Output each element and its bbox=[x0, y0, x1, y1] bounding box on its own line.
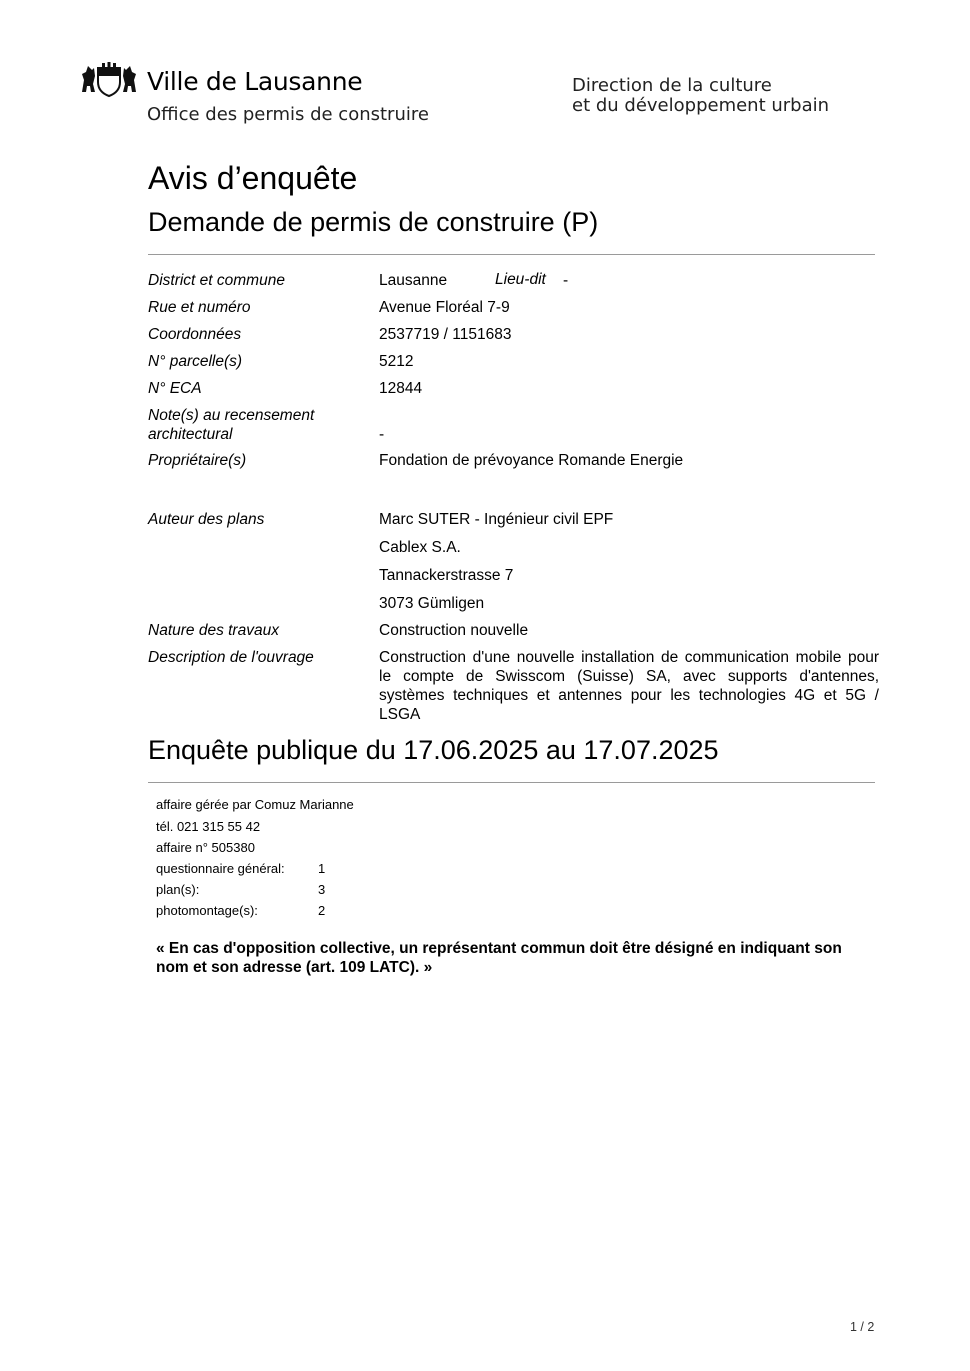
office-name: Office des permis de construire bbox=[147, 104, 429, 125]
eca-label: N° ECA bbox=[148, 380, 202, 397]
description-value: Construction d'une nouvelle installation de communication mobile pour le compte de Swisscom (Suisse) SA, avec supports d'antennes, systèmes techniques et antennes pour les technologies 4G et 5G / LSGA bbox=[379, 649, 879, 723]
owner-value: Fondation de prévoyance Romande Energie bbox=[379, 452, 684, 469]
author-label: Auteur des plans bbox=[148, 511, 265, 528]
lieudit-value: - bbox=[563, 272, 569, 289]
district-value: Lausanne bbox=[379, 272, 448, 289]
attachment-label: questionnaire général: bbox=[156, 861, 285, 876]
enquete-dates: Enquête publique du 17.06.2025 au 17.07.2025 bbox=[148, 735, 719, 765]
direction-line-2: et du développement urbain bbox=[572, 95, 830, 116]
phone: tél. 021 315 55 42 bbox=[156, 819, 261, 834]
title-divider bbox=[148, 254, 875, 255]
nature-value: Construction nouvelle bbox=[379, 622, 529, 639]
case-number: affaire n° 505380 bbox=[156, 840, 255, 855]
eca-value: 12844 bbox=[379, 380, 423, 397]
author-line: Marc SUTER - Ingénieur civil EPF bbox=[379, 511, 614, 528]
coords-label: Coordonnées bbox=[148, 326, 242, 343]
note-label-line-1: Note(s) au recensement bbox=[148, 407, 315, 424]
author-line: Tannackerstrasse 7 bbox=[379, 567, 514, 584]
attachment-count: 2 bbox=[318, 903, 326, 918]
opposition-notice: « En cas d'opposition collective, un représentant commun doit être désigné en indiquant son nom et son adresse (art. 109 LATC). » bbox=[156, 940, 842, 976]
attachment-label: plan(s): bbox=[156, 882, 200, 897]
parcel-label: N° parcelle(s) bbox=[148, 353, 243, 370]
district-label: District et commune bbox=[148, 272, 285, 289]
city-name: Ville de Lausanne bbox=[147, 67, 363, 96]
description-label: Description de l'ouvrage bbox=[148, 649, 314, 666]
note-label bbox=[148, 406, 314, 444]
attachment-count: 3 bbox=[318, 882, 326, 897]
managed-by: affaire gérée par Comuz Marianne bbox=[156, 797, 354, 812]
author-line: 3073 Gümligen bbox=[379, 595, 485, 612]
lausanne-crest-logo bbox=[80, 62, 138, 98]
direction-line-1: Direction de la culture bbox=[572, 75, 772, 96]
lieudit-label: Lieu-dit bbox=[495, 271, 546, 288]
enquete-divider bbox=[148, 782, 875, 783]
direction-name bbox=[572, 76, 829, 116]
attachment-count: 1 bbox=[318, 861, 326, 876]
page-number: 1 / 2 bbox=[850, 1320, 875, 1334]
page-title: Avis d’enquête bbox=[148, 160, 358, 196]
author-line: Cablex S.A. bbox=[379, 539, 461, 556]
owner-label: Propriétaire(s) bbox=[148, 452, 247, 469]
note-label-line-2: architectural bbox=[148, 426, 233, 443]
note-value: - bbox=[379, 426, 385, 443]
page-subtitle: Demande de permis de construire (P) bbox=[148, 207, 599, 237]
street-value: Avenue Floréal 7-9 bbox=[379, 299, 510, 316]
street-label: Rue et numéro bbox=[148, 299, 251, 316]
nature-label: Nature des travaux bbox=[148, 622, 279, 639]
coords-value: 2537719 / 1151683 bbox=[379, 326, 512, 343]
parcel-value: 5212 bbox=[379, 353, 414, 370]
attachment-label: photomontage(s): bbox=[156, 903, 258, 918]
